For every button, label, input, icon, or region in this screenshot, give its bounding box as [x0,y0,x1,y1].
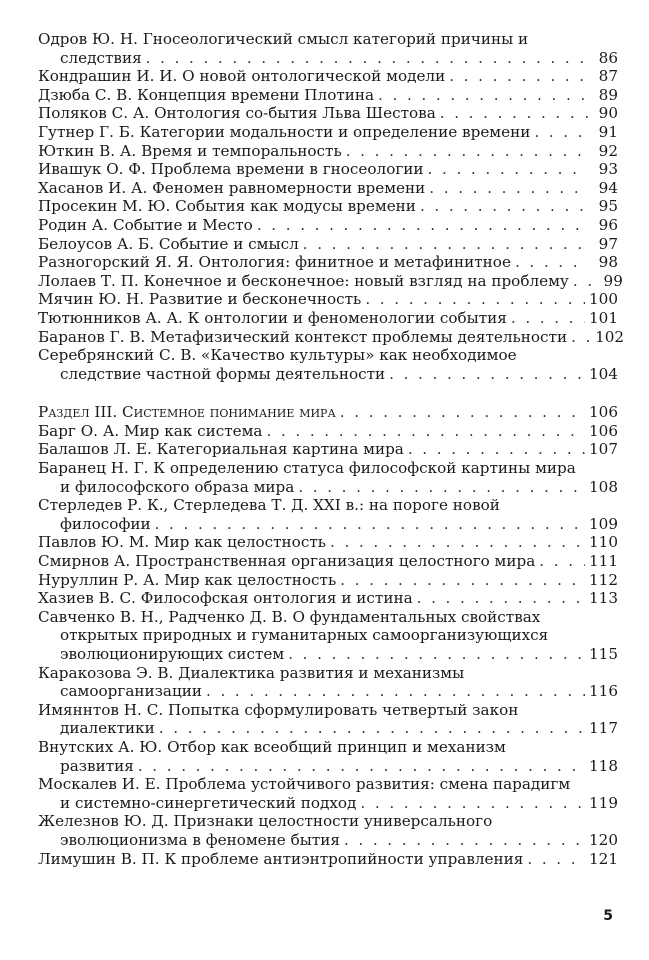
toc-entry-text-line: открытых природных и гуманитарных самоорганизующихся [60,626,549,645]
toc-entry-text-line: Москалев И. Е. Проблема устойчивого развития: смена парадигм [38,775,571,794]
toc-entry[interactable] [38,123,618,142]
dot-leader [155,515,585,534]
toc-entry-text-line: следствия [60,48,142,67]
toc-entry-text-line: Дзюба С. В. Концепция времени Плотина [38,85,375,104]
toc-entry[interactable] [38,738,618,775]
toc-entry[interactable] [38,142,618,161]
toc-entry-text-line: Балашов Л. Е. Категориальная картина мира [38,440,404,459]
toc-entry-text-line: Стерледев Р. К., Стерледева Т. Д. XXI в.: на пороге новой [38,496,500,515]
toc-page-number: 108 [589,477,618,496]
toc-entry[interactable] [38,253,618,272]
toc-page-number: 86 [598,48,618,67]
toc-entry-text-line: следствие частной формы деятельности [60,364,386,383]
toc-page-number: 106 [589,421,618,440]
toc-page-number: 104 [589,364,618,383]
toc-entry[interactable] [38,104,618,123]
toc-section-heading[interactable] [38,403,618,422]
toc-entry-text-line: самоорганизации [60,682,202,701]
toc-entry[interactable] [38,589,618,608]
toc-entry-text-line: Юткин В. А. Время и темпоральность [38,141,342,160]
toc-entry-text-line: Белоусов А. Б. Событие и смысл [38,234,299,253]
toc-page-number: 94 [598,178,618,197]
toc-page-number: 111 [589,552,618,571]
toc-entry-text-line: Нуруллин Р. А. Мир как целостность [38,570,337,589]
toc-page-number: 117 [589,719,618,738]
toc-entry-text-line: Гутнер Г. Б. Категории модальности и определение времени [38,122,531,141]
toc-entry-text-line: Мячин Ю. Н. Развитие и бесконечность [38,290,362,309]
toc-entry-text-line: Савченко В. Н., Радченко Д. В. О фундаментальных свойствах [38,607,541,626]
toc-entry-text-line: Ивашук О. Ф. Проблема времени в гносеологии [38,160,424,179]
dot-leader [511,309,585,328]
toc-entry-text-line: Родин А. Событие и Место [38,215,253,234]
dot-leader [449,67,588,86]
dot-leader [429,179,588,198]
toc-page-number: 87 [598,67,618,86]
toc-entry-text-line: Барг О. А. Мир как система [38,421,263,440]
toc-entry-text-line: эволюционизма в феномене бытия [60,830,340,849]
table-of-contents [38,30,625,868]
toc-page-number: 99 [603,271,623,290]
toc-entry[interactable] [38,496,618,533]
dot-leader [571,328,591,347]
dot-leader [159,719,585,738]
dot-leader [257,216,588,235]
toc-entry-text-line: Имяннтов Н. С. Попытка сформулировать четвертый закон [38,700,519,719]
toc-page-number: 116 [589,682,618,701]
toc-entry[interactable] [38,67,618,86]
toc-entry[interactable] [38,290,618,309]
toc-entry[interactable] [38,179,618,198]
toc-page-number: 120 [589,830,618,849]
toc-entry-text-line: Тютюнников А. А. К онтологии и феноменологии события [38,308,507,327]
dot-leader [344,831,585,850]
toc-entry[interactable] [38,850,618,869]
dot-leader [340,571,585,590]
toc-entry[interactable] [38,440,618,459]
toc-page-number: 89 [598,85,618,104]
toc-entry[interactable] [38,533,618,552]
dot-leader [573,272,593,291]
toc-page-number: 98 [598,253,618,272]
toc-page-number: 97 [598,234,618,253]
toc-entry-text-line: и системно-синергетический подход [60,793,357,812]
toc-entry[interactable] [38,160,618,179]
toc-entry[interactable] [38,775,618,812]
toc-entry-text-line: Раздел III. Системное понимание мира [38,403,336,422]
dot-leader [146,49,588,68]
dot-leader [408,440,585,459]
toc-page-number: 110 [589,533,618,552]
toc-page-number: 91 [598,122,618,141]
toc-page-number: 100 [589,290,618,309]
toc-entry[interactable] [38,346,618,383]
toc-page-number: 102 [595,327,625,346]
toc-page-number: 109 [589,514,618,533]
dot-leader [417,589,585,608]
toc-entry-text-line: диалектики [60,719,155,738]
toc-page-number: 115 [589,645,618,663]
dot-leader [428,160,588,179]
dot-leader [138,757,585,776]
toc-entry-text-line: Внутских А. Ю. Отбор как всеобщий принцип и механизм [38,737,506,756]
toc-entry-text-line: Хасанов И. А. Феномен равномерности времени [38,178,426,197]
toc-page-number: 93 [598,160,618,179]
dot-leader [515,253,588,272]
dot-leader [346,142,588,161]
toc-page-number: 112 [589,570,618,589]
toc-entry-text-line: Поляков С. А. Онтология со-бытия Льва Шестова [38,104,436,123]
dot-leader [298,478,585,497]
toc-entry-text-line: развития [60,756,134,775]
toc-entry-text-line: Хазиев В. С. Философская онтология и истина [38,589,413,608]
dot-leader [206,682,585,701]
toc-page-number: 101 [589,308,618,327]
toc-entry[interactable] [38,235,618,254]
toc-entry-text-line: Баранец Н. Г. К определению статуса философской картины мира [38,459,576,478]
toc-entry-text-line: Баранов Г. В. Метафизический контекст проблемы деятельности [38,327,568,346]
toc-entry[interactable] [38,552,618,571]
dot-leader [360,794,585,813]
toc-page-number: 92 [598,141,618,160]
toc-page-number: 113 [589,589,618,608]
toc-entry[interactable] [38,608,618,664]
dot-leader [266,422,585,441]
toc-page-number: 119 [589,793,618,812]
toc-entry-text-line: и философского образа мира [60,477,295,496]
dot-leader [303,235,588,254]
dot-leader [288,645,585,664]
toc-entry-text-line: Разногорский Я. Я. Онтология: финитное и метафинитное [38,253,511,272]
toc-page-number: 121 [589,849,618,868]
toc-entry-text-line: эволюционирующих систем [60,645,285,663]
toc-entry-text-line: Кондрашин И. И. О новой онтологической модели [38,67,446,86]
toc-page-number: 95 [598,197,618,216]
dot-leader [539,552,585,571]
toc-entry[interactable] [38,701,618,738]
dot-leader [378,86,588,105]
toc-entry[interactable] [38,216,618,235]
toc-entry-text-line: Павлов Ю. М. Мир как целостность [38,533,326,552]
toc-entry[interactable] [38,459,618,496]
dot-leader [365,290,585,309]
dot-leader [389,365,585,384]
toc-page-number: 118 [589,756,618,775]
dot-leader [330,533,585,552]
toc-entry[interactable] [38,327,625,347]
toc-page-number: 96 [598,215,618,234]
toc-entry[interactable] [38,309,618,328]
toc-entry[interactable] [38,571,618,590]
dot-leader [527,850,585,869]
dot-leader [534,123,588,142]
toc-entry-text-line: Железнов Ю. Д. Признаки целостности универсального [38,812,493,831]
toc-page-number: 107 [589,440,618,459]
page-number: 5 [603,908,613,924]
toc-page-number: 90 [598,104,618,123]
toc-entry[interactable] [38,664,618,701]
dot-leader [440,104,588,123]
dot-leader [340,403,585,422]
toc-entry[interactable] [38,30,618,67]
toc-entry[interactable] [38,86,618,105]
toc-entry-text-line: Лолаев Т. П. Конечное и бесконечное: новый взгляд на проблему [38,271,569,290]
toc-entry-text-line: Каракозова Э. В. Диалектика развития и механизмы [38,663,465,682]
toc-entry-text-line: Смирнов А. Пространственная организация целостного мира [38,552,536,571]
toc-entry-text-line: Одров Ю. Н. Гносеологический смысл категорий причины и [38,30,529,48]
toc-page-number: 106 [589,403,618,422]
toc-entry[interactable] [38,197,618,216]
toc-entry[interactable] [38,812,618,849]
dot-leader [420,197,588,216]
toc-entry-text-line: философии [60,514,151,533]
toc-entry[interactable] [38,422,618,441]
toc-entry-text-line: Просекин М. Ю. События как модусы времени [38,197,416,216]
toc-entry-text-line: Лимушин В. П. К проблеме антиэнтропийности управления [38,849,524,868]
toc-entry-text-line: Серебрянский С. В. «Качество культуры» как необходимое [38,346,517,365]
toc-entry[interactable] [38,271,623,291]
